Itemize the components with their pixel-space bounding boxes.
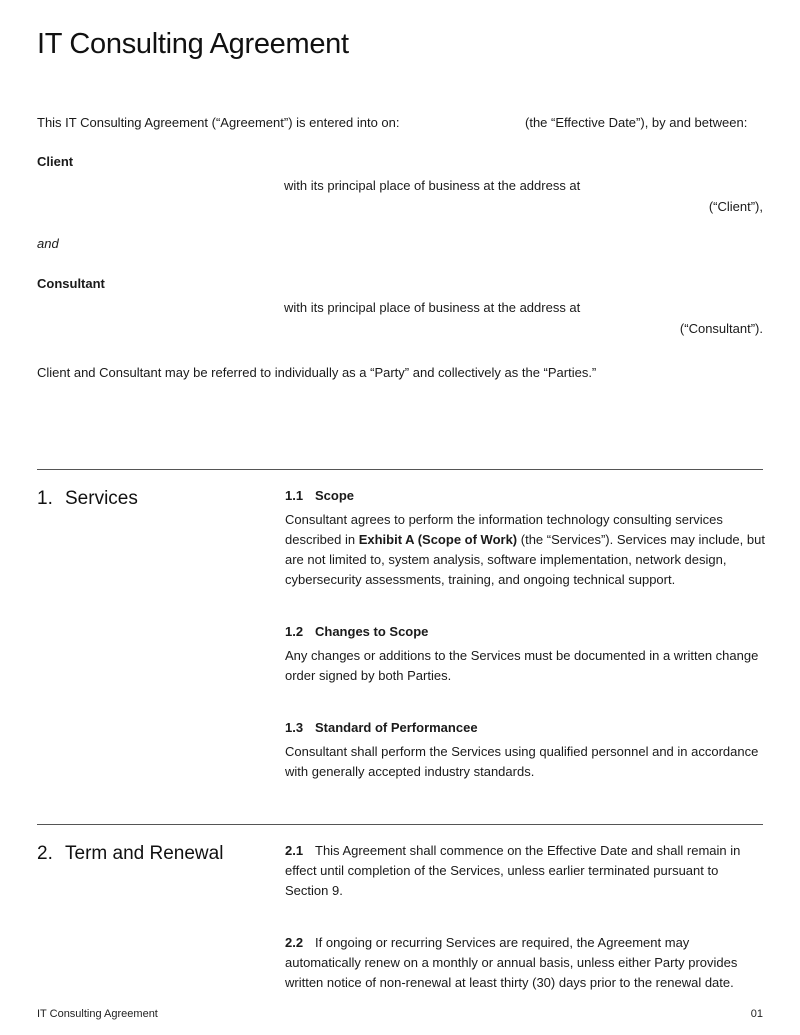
and-text: and bbox=[37, 236, 59, 251]
client-address-text: with its principal place of business at the address at bbox=[284, 178, 581, 193]
client-label: Client bbox=[37, 154, 74, 169]
subsection-heading bbox=[285, 718, 765, 738]
subsection-title: Standard of Performancee bbox=[315, 720, 478, 735]
subsection-text: Consultant shall perform the Services using qualified personnel and in accordance with generally accepted industry standards. bbox=[285, 744, 759, 779]
section-title-text: Term and Renewal bbox=[65, 843, 224, 864]
subsection-title: Scope bbox=[315, 488, 355, 503]
subsection-number: 1.1 bbox=[285, 488, 304, 503]
subsection-number: 2.1 bbox=[285, 843, 304, 858]
subsection-heading bbox=[285, 622, 765, 642]
subsection-1-2 bbox=[285, 622, 765, 686]
subsection-2-2 bbox=[285, 933, 765, 993]
subsection-text bbox=[285, 510, 765, 590]
subsection-number: 1.2 bbox=[285, 624, 304, 639]
subsection-number: 2.2 bbox=[285, 935, 304, 950]
section-1-title bbox=[37, 488, 138, 510]
page-title: IT Consulting Agreement bbox=[37, 28, 349, 60]
section-2-title bbox=[37, 843, 223, 865]
parties-text: Client and Consultant may be referred to individually as a “Party” and collectively as the “Parties.” bbox=[37, 365, 597, 380]
section-title-text: Services bbox=[65, 488, 138, 509]
subsection-2-1 bbox=[285, 841, 765, 901]
section-number: 1. bbox=[37, 488, 53, 509]
text-run: Consultant agrees to perform the information technology consulting services described in bbox=[285, 512, 723, 547]
subsection-1-3 bbox=[285, 718, 765, 782]
intro-text: This IT Consulting Agreement (“Agreement”) is entered into on: bbox=[37, 115, 400, 130]
exhibit-reference: Exhibit A (Scope of Work) bbox=[358, 532, 518, 547]
consultant-label: Consultant bbox=[37, 276, 105, 291]
text-run: (the “Services”). Services may include, but are not limited to, system analysis, software implementation, network design, cybersecurity assessments, training, and ongoing technical support. bbox=[285, 532, 765, 587]
subsection-number: 1.3 bbox=[285, 720, 304, 735]
consultant-address-text: with its principal place of business at the address at bbox=[284, 300, 581, 315]
subsection-1-1 bbox=[285, 486, 765, 590]
section-divider bbox=[37, 824, 763, 825]
subsection-text: Any changes or additions to the Services must be documented in a written change order signed by both Parties. bbox=[285, 648, 759, 683]
consultant-suffix: (“Consultant”). bbox=[679, 321, 763, 336]
subsection-heading bbox=[285, 486, 765, 506]
section-2-body bbox=[285, 841, 765, 993]
section-number: 2. bbox=[37, 843, 53, 864]
footer-page-number: 01 bbox=[750, 1008, 763, 1020]
section-1-body bbox=[285, 486, 765, 782]
subsection-text: If ongoing or recurring Services are required, the Agreement may automatically renew on a monthly or annual basis, unless either Party provides written notice of non-renewal at least thirty (30) days prior to the renewal date. bbox=[285, 935, 738, 990]
section-divider bbox=[37, 469, 763, 470]
subsection-title: Changes to Scope bbox=[315, 624, 429, 639]
subsection-text: This Agreement shall commence on the Effective Date and shall remain in effect until completion of the Services, unless earlier terminated pursuant to Section 9. bbox=[285, 843, 741, 898]
footer-document-title: IT Consulting Agreement bbox=[37, 1008, 158, 1020]
client-suffix: (“Client”), bbox=[708, 199, 763, 214]
intro-effective-date-text: (the “Effective Date”), by and between: bbox=[525, 115, 748, 130]
